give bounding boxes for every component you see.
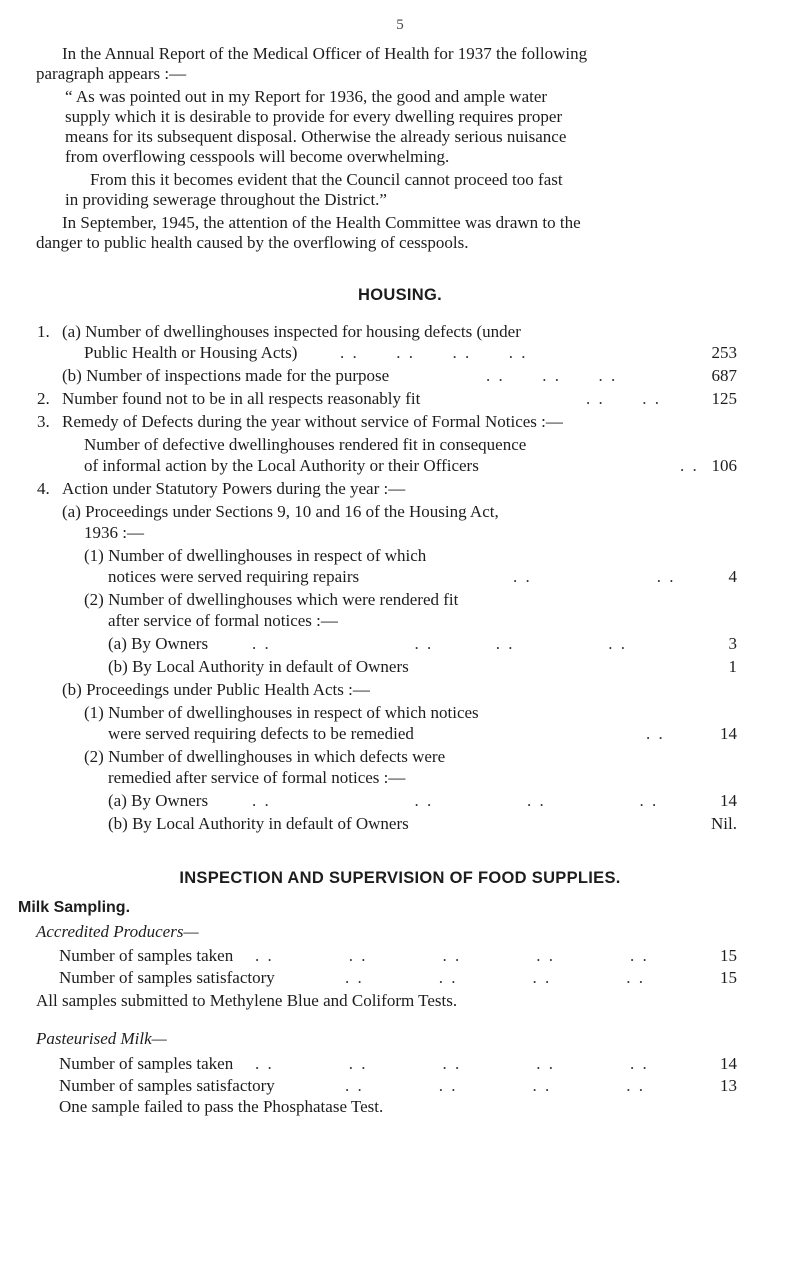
leader-dots: . . . . . . . . [252,634,627,653]
paragraph-line: danger to public health caused by the overflowing of cesspools. [36,233,469,252]
quote-line: “ As was pointed out in my Report for 1936, the good and ample water [65,87,548,106]
item-text: (b) By Local Authority in default of Owners [108,657,409,676]
item-text: (b) Proceedings under Public Health Acts :— [62,680,370,699]
item-text: (a) By Owners [108,791,209,810]
paragraph-line: In September, 1945, the attention of the Health Committee was drawn to the [62,213,581,232]
item-text: were served requiring defects to be remedied [108,724,414,743]
leader-dots: . . . . . . . . [345,1076,645,1095]
leader-dots: . . . . . . . . . . [255,1054,649,1073]
item-value: 15 [720,946,737,965]
item-number: 1. [37,322,50,341]
item-value: 687 [711,366,737,385]
item-text: (b) Number of inspections made for the purpose [62,366,390,385]
item-text: Number of samples taken [59,1054,234,1073]
item-number: 2. [37,389,50,408]
item-value: 106 [711,456,737,475]
item-number: 4. [37,479,50,498]
item-note: All samples submitted to Methylene Blue and Coliform Tests. [36,991,458,1010]
item-text: (a) Proceedings under Sections 9, 10 and 16 of the Housing Act, [62,502,499,521]
page-number: 5 [396,17,404,33]
item-value: 4 [728,567,737,586]
leader-dots: . . . . . . [486,366,618,385]
pasteurised-heading: Pasteurised Milk— [36,1029,167,1048]
intro-line: In the Annual Report of the Medical Officer of Health for 1937 the following [62,44,588,63]
item-text: (a) Number of dwellinghouses inspected for housing defects (under [62,322,521,341]
intro-line: paragraph appears :— [36,64,187,83]
quote-line: from overflowing cesspools will become overwhelming. [65,147,450,166]
item-value: 13 [720,1076,737,1095]
item-text: Action under Statutory Powers during the year :— [62,479,406,498]
item-text: (a) By Owners [108,634,209,653]
accredited-heading: Accredited Producers— [36,922,199,941]
item-value: 1 [728,657,737,676]
item-text: after service of formal notices :— [108,611,338,630]
item-text: 1936 :— [84,523,144,542]
item-text: Number found not to be in all respects reasonably fit [62,389,421,408]
item-value: 14 [720,724,737,743]
item-text: (2) Number of dwellinghouses which were rendered fit [84,590,459,609]
item-text: (2) Number of dwellinghouses in which defects were [84,747,446,766]
item-number: 3. [37,412,50,431]
leader-dots: . . [680,456,699,475]
item-text: Number of samples satisfactory [59,968,275,987]
item-value: 253 [711,343,737,362]
housing-heading: HOUSING. [358,286,442,304]
food-heading: INSPECTION AND SUPERVISION OF FOOD SUPPLIES. [179,869,621,887]
item-text: remedied after service of formal notices :— [108,768,406,787]
leader-dots: . . . . [586,389,661,408]
item-value: 3 [728,634,737,653]
milk-sampling-heading: Milk Sampling. [18,899,131,916]
leader-dots: . . . . [513,567,676,586]
quote-line: From this it becomes evident that the Council cannot proceed too fast [90,170,563,189]
leader-dots: . . . . . . . . [345,968,645,987]
item-text: Number of samples satisfactory [59,1076,275,1095]
item-text: of informal action by the Local Authority or their Officers [84,456,479,475]
item-text: Number of defective dwellinghouses rendered fit in consequence [84,435,527,454]
item-text: (1) Number of dwellinghouses in respect of which notices [84,703,479,722]
item-note: One sample failed to pass the Phosphatase Test. [59,1097,384,1116]
item-value: 15 [720,968,737,987]
leader-dots: . . [646,724,665,743]
leader-dots: . . . . . . . . [252,791,659,810]
item-value: Nil. [711,814,737,833]
item-value: 125 [711,389,737,408]
quote-line: in providing sewerage throughout the District.” [65,190,387,209]
item-text: (1) Number of dwellinghouses in respect of which [84,546,427,565]
item-text: Public Health or Housing Acts) [84,343,298,362]
leader-dots: . . . . . . . . [340,343,528,362]
leader-dots: . . . . . . . . . . [255,946,649,965]
item-text: notices were served requiring repairs [108,567,360,586]
item-value: 14 [720,791,737,810]
item-text: Number of samples taken [59,946,234,965]
quote-line: means for its subsequent disposal. Otherwise the already serious nuisance [65,127,567,146]
item-text: (b) By Local Authority in default of Owners [108,814,409,833]
quote-line: supply which it is desirable to provide for every dwelling requires proper [65,107,563,126]
item-value: 14 [720,1054,737,1073]
item-text: Remedy of Defects during the year without service of Formal Notices :— [62,412,563,431]
